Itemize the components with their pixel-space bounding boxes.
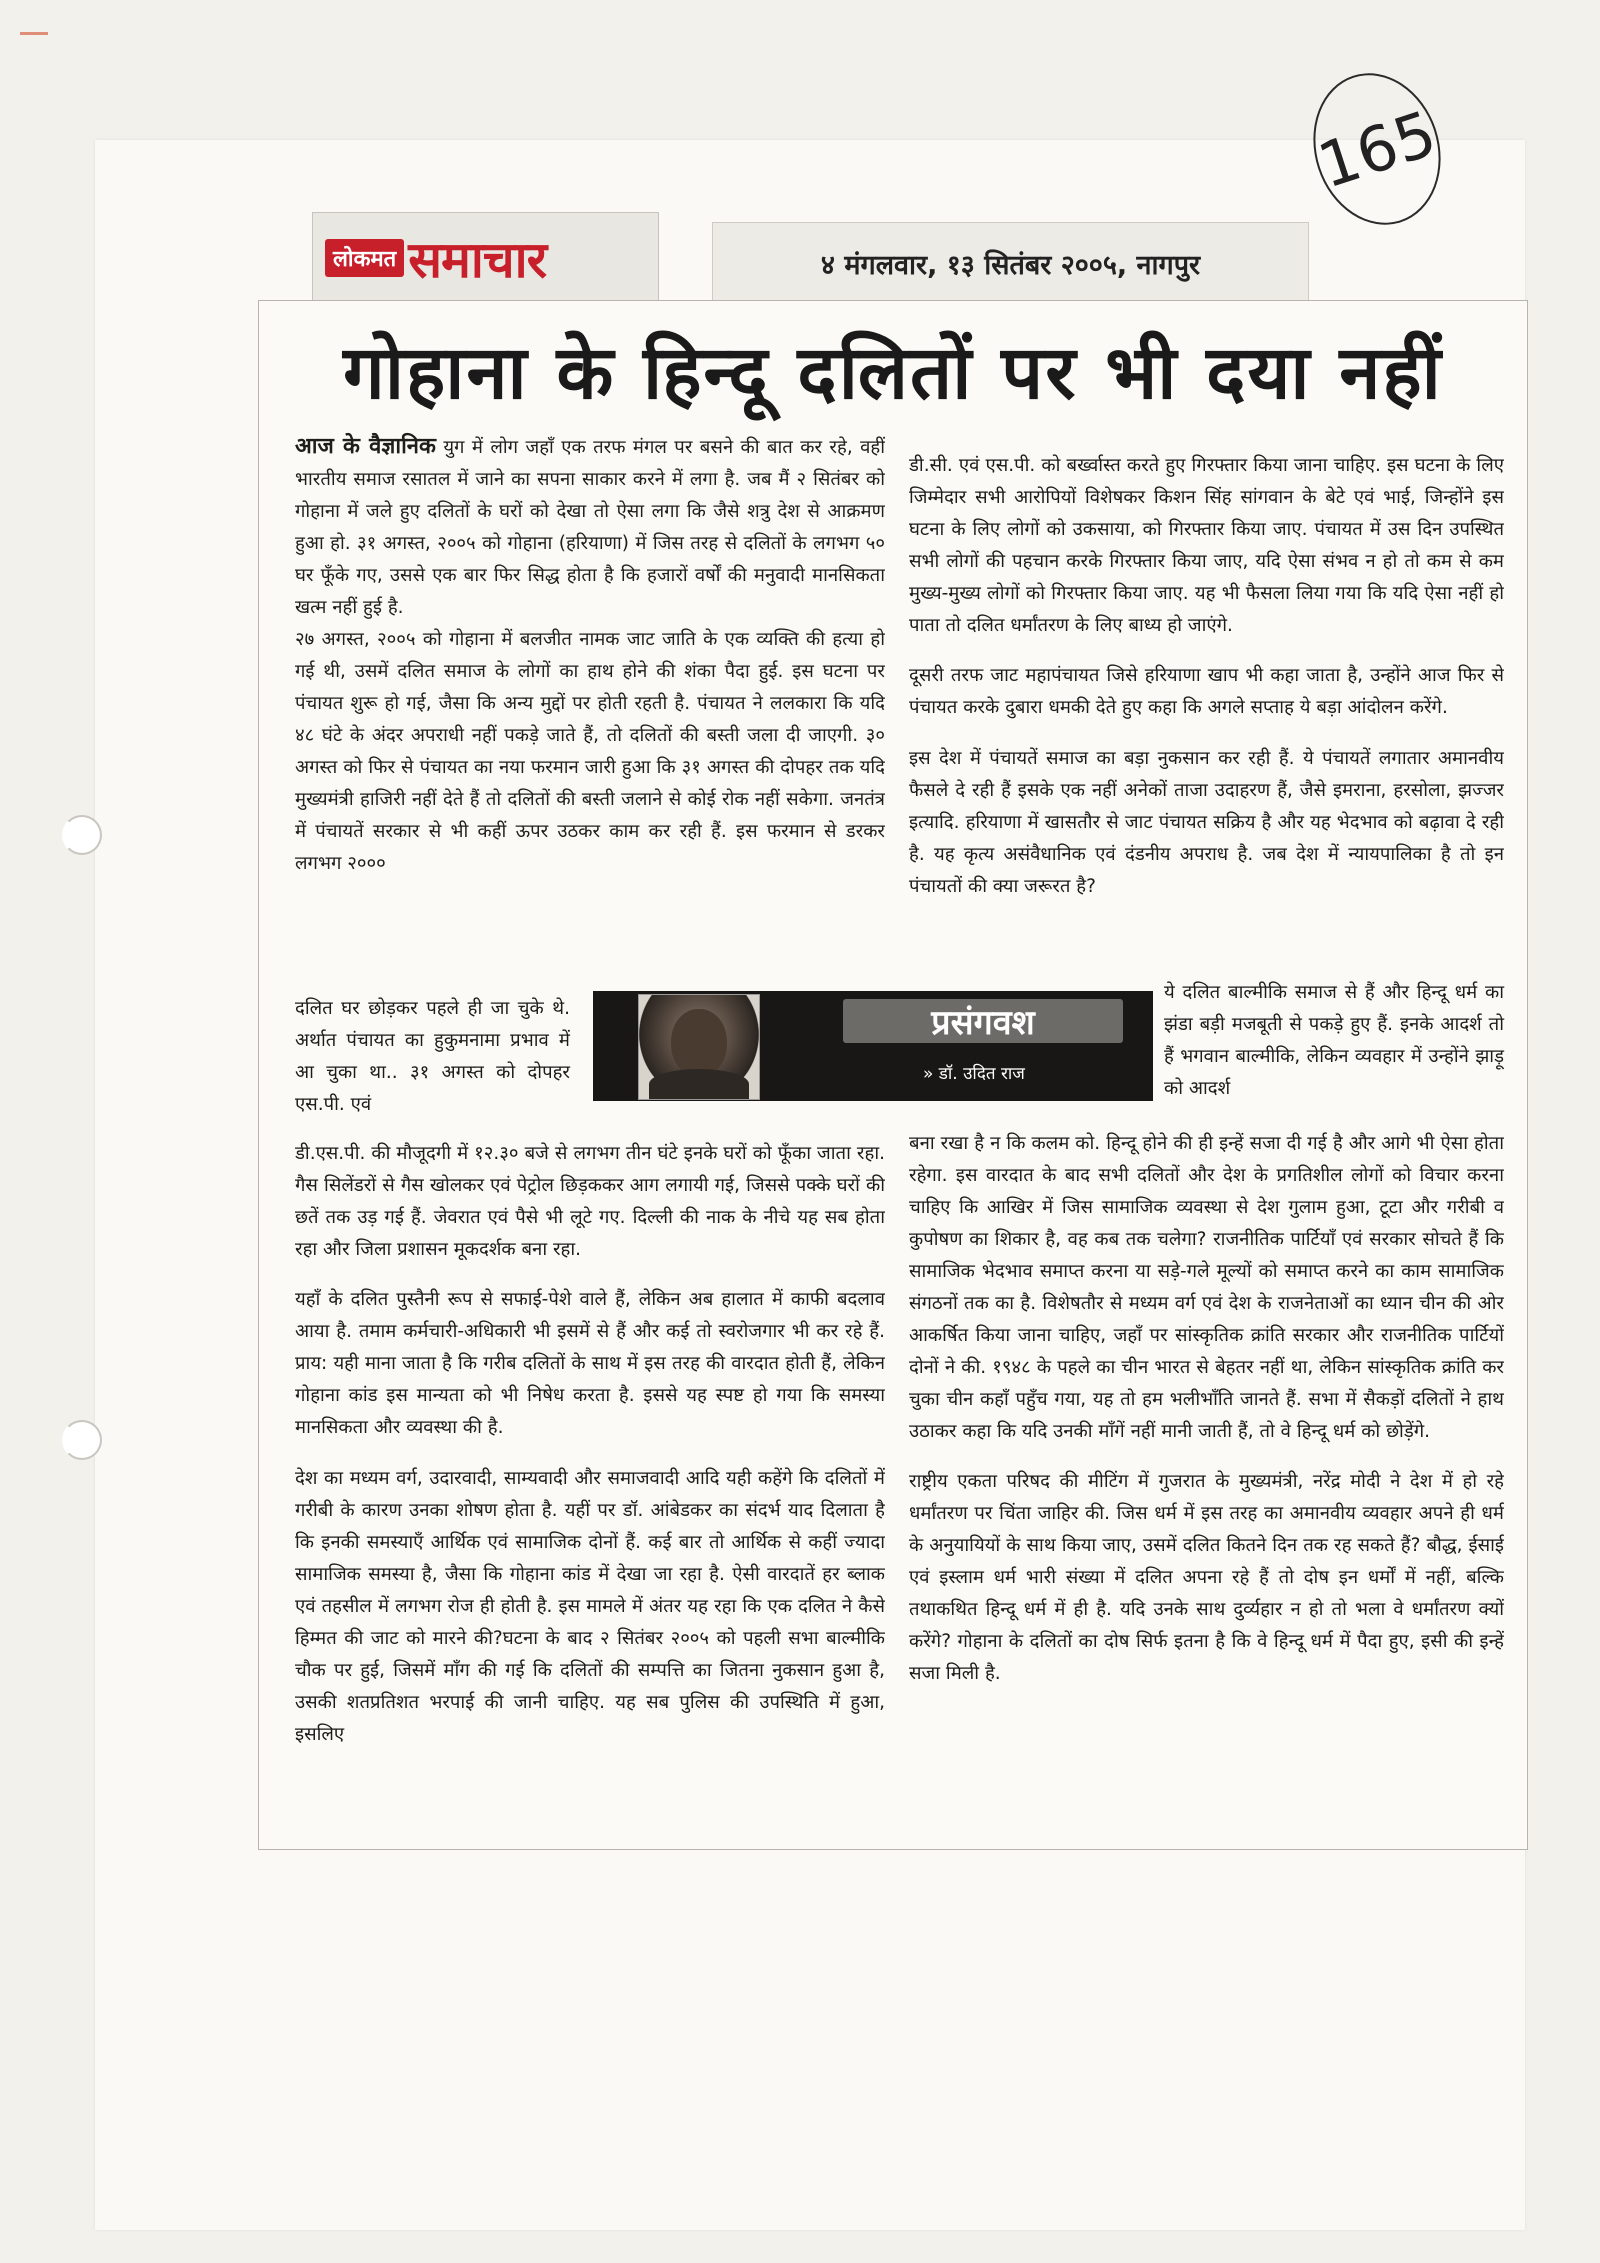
paragraph: २७ अगस्त, २००५ को गोहाना में बलजीत नामक जाट जाति के एक व्यक्ति की हत्या हो गई थी, उसमें दलित समाज के लोगों का हाथ होने की शंका पैदा हुई. इस घटना पर पंचायत शुरू हो गई, जैसा कि अन्य मुद्दों पर होती रहती है. पंचायत ने ललकारा कि यदि ४८ घंटे के अंदर अपराधी नहीं पकड़े जाते हैं, तो दलितों की बस्ती जला दी जाएगी. ३० अगस्त को फिर से पंचायत का नया फरमान जारी हुआ कि ३१ अगस्त की दोपहर तक यदि मुख्यमंत्री हाजिरी नहीं देते हैं तो दलितों की बस्ती जलाने से कोई रोक नहीं सकेगा. जनतंत्र में पंचायतें सरकार से भी कहीं ऊपर उठकर काम कर रही हैं. इस फरमान से डरकर लगभग २००० [295, 629, 885, 874]
left-column-narrow: दलित घर छोड़कर पहले ही जा चुके थे. अर्थात पंचायत का हुकुमनामा प्रभाव में आ चुका था.. ३१ अगस्त को दोपहर एस.पी. एवं [295, 998, 570, 1115]
lead-words: आज के वैज्ञानिक [295, 434, 436, 459]
punch-hole-upper [62, 815, 102, 855]
paragraph: देश का मध्यम वर्ग, उदारवादी, साम्यवादी और समाजवादी आदि यही कहेंगे कि दलितों में गरीबी के कारण उनका शोषण होता है. यहीं पर डॉ. आंबेडकर का संदर्भ याद दिलाता है कि इनकी समस्याएँ आर्थिक एवं सामाजिक दोनों हैं. कई बार तो आर्थिक से कहीं ज्यादा सामाजिक समस्या है, जैसा कि गोहाना कांड में देखा जा रहा है. ऐसी वारदातें हर ब्लाक एवं तहसील में लगभग रोज ही होती है. इस मामले में अंतर यह रहा कि एक दलित ने कैसे हिम्मत की जाट को मारने की?घटना के बाद २ सितंबर २००५ को पहली सभा बाल्मीकि चौक पर हुई, जिसमें माँग की गई कि दलितों की सम्पत्ति का जितना नुकसान हुआ है, उसकी शतप्रतिशत भरपाई की जानी चाहिए. यह सब पुलिस की उपस्थिति में हुआ, इसलिए [295, 1467, 885, 1745]
left-column-bottom [295, 1119, 885, 1819]
dateline: ४ मंगलवार, १३ सितंबर २००५, नागपुर [712, 222, 1309, 304]
right-column-narrow: ये दलित बाल्मीकि समाज से हैं और हिन्दू धर्म का झंडा बड़ी मजबूती से पकड़े हुए हैं. इनके आदर्श तो हैं भगवान बाल्मीकि, लेकिन व्यवहार में उन्होंने झाड़ू को आदर्श [1164, 982, 1504, 1099]
paragraph: राष्ट्रीय एकता परिषद की मीटिंग में गुजरात के मुख्यमंत्री, नरेंद्र मोदी ने देश में हो रहे धर्मांतरण पर चिंता जाहिर की. जिस धर्म में इस तरह का अमानवीय व्यवहार अपने ही धर्म के अनुयायियों के साथ किया जाए, उसमें दलित कितने दिन तक रह सकते हैं? बौद्ध, ईसाई एवं इस्लाम धर्म भारी संख्या में दलित अपना रहे हैं तो दोष इन धर्मों में नहीं, बल्कि तथाकथित हिन्दू धर्म में ही है. यदि उनके साथ दुर्व्यहार न हो तो भला वे धर्मांतरण क्यों करेंगे? गोहाना के दलितों का दोष सिर्फ इतना है कि वे हिन्दू धर्म में पैदा हुए, इसी की इन्हें सजा मिली है. [909, 1471, 1504, 1684]
paragraph: दूसरी तरफ जाट महापंचायत जिसे हरियाणा खाप भी कहा जाता है, उन्होंने आज फिर से पंचायत करके दुबारा धमकी देते हुए कहा कि अगले सप्ताह ये बड़ा आंदोलन करेंगे. [909, 665, 1504, 718]
article-clipping [258, 300, 1528, 1850]
paragraph: बना रखा है न कि कलम को. हिन्दू होने की ही इन्हें सजा दी गई है और आगे भी ऐसा होता रहेगा. इस वारदात के बाद सभी दलितों और देश के प्रगतिशील लोगों को विचार करना चाहिए कि आखिर में जिस सामाजिक व्यवस्था से देश गुलाम हुआ, टूटा और गरीबी व कुपोषण का शिकार है, वह कब तक चलेगा? राजनीतिक पार्टियाँ एवं सरकार सोचते हैं कि सामाजिक भेदभाव समाप्त करना या सड़े-गले मूल्यों को समाप्त करने का काम सामाजिक संगठनों तक का है. विशेषतौर से मध्यम वर्ग एवं देश के राजनेताओं का ध्यान चीन की ओर आकर्षित किया जाना चाहिए, जहाँ पर सांस्कृतिक क्रांति सरकार और राजनीतिक पार्टियों दोनों ने की. १९४८ के पहले का चीन भारत से बेहतर नहीं था, लेकिन सांस्कृतिक क्रांति कर चुका चीन कहाँ पहुँच गया, यह तो हम भलीभाँति जानते हैं. सभा में सैकड़ों दलितों ने हाथ उठाकर कहा कि यदि उनकी माँगें नहीं मानी जाती हैं, तो वे हिन्दू धर्म को छोड़ेंगे. [909, 1132, 1504, 1442]
headline: गोहाना के हिन्दू दलितों पर भी दया नहीं [343, 330, 1443, 416]
masthead-brand-box: लोकमत [325, 239, 404, 277]
author-shoulders [649, 1069, 749, 1099]
paragraph: डी.सी. एवं एस.पी. को बर्ख्वास्त करते हुए गिरफ्तार किया जाना चाहिए. इस घटना के लिए जिम्मेदार सभी आरोपियों विशेषकर किशन सिंह सांगवान के बेटे एवं भाई, जिन्होंने इस घटना के लिए लोगों को उकसाया, को गिरफ्तार किया जाए. पंचायत में उस दिन उपस्थित सभी लोगों की पहचान करके गिरफ्तार किया जाए, यदि ऐसा संभव न हो तो कम से कम मुख्य-मुख्य लोगों को गिरफ्तार किया जाए. यह भी फैसला लिया गया कि यदि ऐसा नहीं हो पाता तो दलित धर्मांतरण के लिए बाध्य हो जाएंगे. [909, 454, 1504, 636]
newspaper-masthead [312, 212, 659, 304]
paragraph [295, 431, 885, 624]
author-photo [638, 994, 760, 1100]
paragraph: इस देश में पंचायतें समाज का बड़ा नुकसान कर रही हैं. ये पंचायतें लगातार अमानवीय फैसले दे रही हैं इसके एक नहीं अनेकों ताजा उदाहरण हैं, जैसे इमराना, हरसोला, झज्जर इत्यादि. हरियाणा में खासतौर से जाट पंचायत सक्रिय है और यह भेदभाव को बढ़ावा दे रही है. यह कृत्य असंवैधानिक एवं दंडनीय अपराध है. जब देश में न्यायपालिका है तो इन पंचायतों की क्या जरूरत है? [909, 747, 1504, 897]
punch-hole-lower [62, 1420, 102, 1460]
author-face [671, 1009, 727, 1077]
handwritten-page-number: 165 [1294, 57, 1460, 242]
paragraph-text: युग में लोग जहाँ एक तरफ मंगल पर बसने की बात कर रहे, वहीं भारतीय समाज रसातल में जाने का सपना साकार करने में लगा है. जब मैं २ सितंबर को गोहाना में जले हुए दलितों के घरों को देखा तो ऐसा लगा कि जैसे शत्रु देश से आक्रमण हुआ हो. ३१ अगस्त, २००५ को गोहाना (हरियाणा) में जिस तरह से दलितों के लगभग ५० घर फूँके गए, उससे एक बार फिर सिद्ध होता है कि हजारों वर्षों की मनुवादी मानसिकता खत्म नहीं हुई है. [295, 437, 885, 618]
masthead-brand-name: समाचार [408, 231, 547, 289]
paragraph: यहाँ के दलित पुस्तैनी रूप से सफाई-पेशे वाले हैं, लेकिन अब हालात में काफी बदलाव आया है. तमाम कर्मचारी-अधिकारी भी इसमें से हैं और कई तो स्वरोजगार भी कर रहे हैं. प्राय: यही माना जाता है कि गरीब दलितों के साथ में इस तरह की वारदात होती हैं, लेकिन गोहाना कांड इस मान्यता को भी निषेध करता है. इससे यह स्पष्ट हो गया कि समस्या मानसिकता और व्यवस्था की है. [295, 1289, 885, 1438]
paper-scuff-mark [20, 32, 48, 35]
author-byline: » डॉ. उदित राज [923, 1064, 1025, 1084]
column-banner [593, 991, 1153, 1101]
column-title: प्रसंगवश [843, 999, 1123, 1043]
right-column-bottom [909, 1109, 1504, 1829]
paragraph: डी.एस.पी. की मौजूदगी में १२.३० बजे से लगभग तीन घंटे इनके घरों को फूँका जाता रहा. गैस सिलेंडरों से गैस खोलकर एवं पेट्रोल छिड़ककर आग लगायी गई, जिससे पक्के घरों की छतें तक उड़ गई हैं. जेवरात एवं पैसे भी लूटे गए. दिल्ली की नाक के नीचे यह सब होता रहा और जिला प्रशासन मूकदर्शक बना रहा. [295, 1142, 885, 1260]
